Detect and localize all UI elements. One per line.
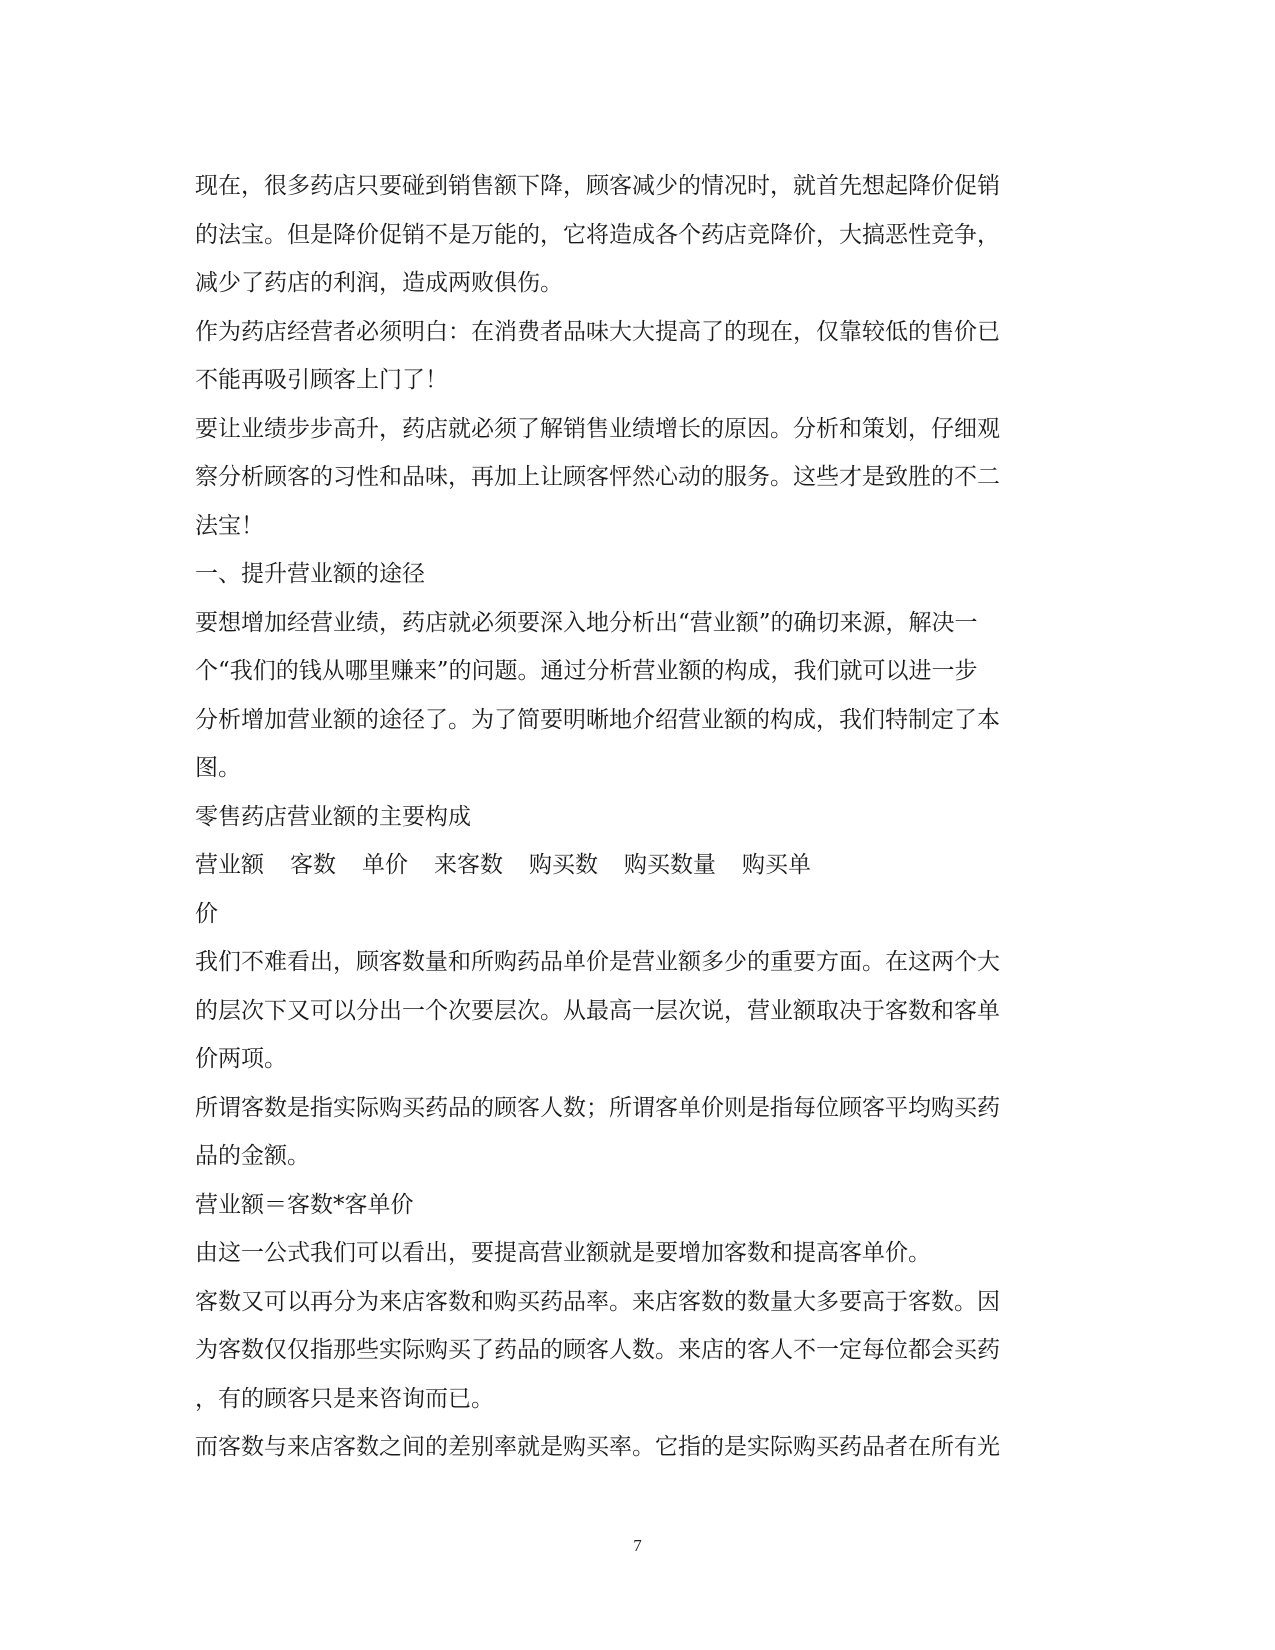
diagram-term-wrap: 价 (195, 900, 218, 927)
text-line: 客数又可以再分为来店客数和购买药品率。来店客数的数量大多要高于客数。因 (195, 1288, 1000, 1315)
text-line: 法宝！ (195, 512, 264, 539)
text-line: 要想增加经营业绩，药店就必须要深入地分析出“营业额”的确切来源，解决一 (195, 609, 978, 636)
text-line: 所谓客数是指实际购买药品的顾客人数；所谓客单价则是指每位顾客平均购买药 (195, 1094, 1000, 1121)
text-line: ，有的顾客只是来咨询而已。 (195, 1385, 494, 1412)
text-line: 作为药店经营者必须明白：在消费者品味大大提高了的现在，仅靠较低的售价已 (195, 318, 1000, 345)
text-line: 由这一公式我们可以看出，要提高营业额就是要增加客数和提高客单价。 (195, 1240, 931, 1266)
text-line: 个“我们的钱从哪里赚来”的问题。通过分析营业额的构成，我们就可以进一步 (195, 658, 978, 684)
text-line: 的层次下又可以分出一个次要层次。从最高一层次说，营业额取决于客数和客单 (195, 997, 1000, 1024)
diagram-term: 购买数量 (624, 852, 716, 878)
document-body (195, 162, 1080, 1472)
text-line: 减少了药店的利润，造成两败俱伤。 (195, 270, 563, 296)
diagram-term: 客数 (290, 852, 336, 878)
text-line: 价两项。 (195, 1046, 287, 1072)
diagram-caption: 零售药店营业额的主要构成 (195, 803, 471, 830)
text-line: 品的金额。 (195, 1143, 310, 1169)
text-line: 要让业绩步步高升，药店就必须了解销售业绩增长的原因。分析和策划，仔细观 (195, 415, 1000, 442)
diagram-term: 来客数 (434, 852, 503, 878)
text-line: 的法宝。但是降价促销不是万能的，它将造成各个药店竞降价，大搞恶性竞争， (195, 221, 1000, 248)
section-heading: 一、提升营业额的途径 (195, 561, 425, 587)
text-line: 我们不难看出，顾客数量和所购药品单价是营业额多少的重要方面。在这两个大 (195, 949, 1000, 975)
text-line: 为客数仅仅指那些实际购买了药品的顾客人数。来店的客人不一定每位都会买药 (195, 1337, 1000, 1363)
text-line: 察分析顾客的习性和品味，再加上让顾客怦然心动的服务。这些才是致胜的不二 (195, 464, 1000, 490)
diagram-term: 单价 (362, 852, 408, 878)
diagram-term: 购买数 (529, 852, 598, 878)
text-line: 不能再吸引顾客上门了！ (195, 367, 448, 393)
diagram-term: 营业额 (195, 852, 264, 878)
text-line: 而客数与来店客数之间的差别率就是购买率。它指的是实际购买药品者在所有光 (195, 1434, 1000, 1460)
diagram-term: 购买单 (742, 852, 811, 878)
text-line: 图。 (195, 755, 241, 781)
page-number: 7 (633, 1536, 642, 1555)
text-line: 分析增加营业额的途径了。为了简要明晰地介绍营业额的构成，我们特制定了本 (195, 706, 1000, 733)
formula-line: 营业额＝客数*客单价 (195, 1191, 414, 1218)
diagram-terms-row (195, 841, 1080, 890)
text-line: 现在，很多药店只要碰到销售额下降，顾客减少的情况时，就首先想起降价促销 (195, 173, 1000, 199)
